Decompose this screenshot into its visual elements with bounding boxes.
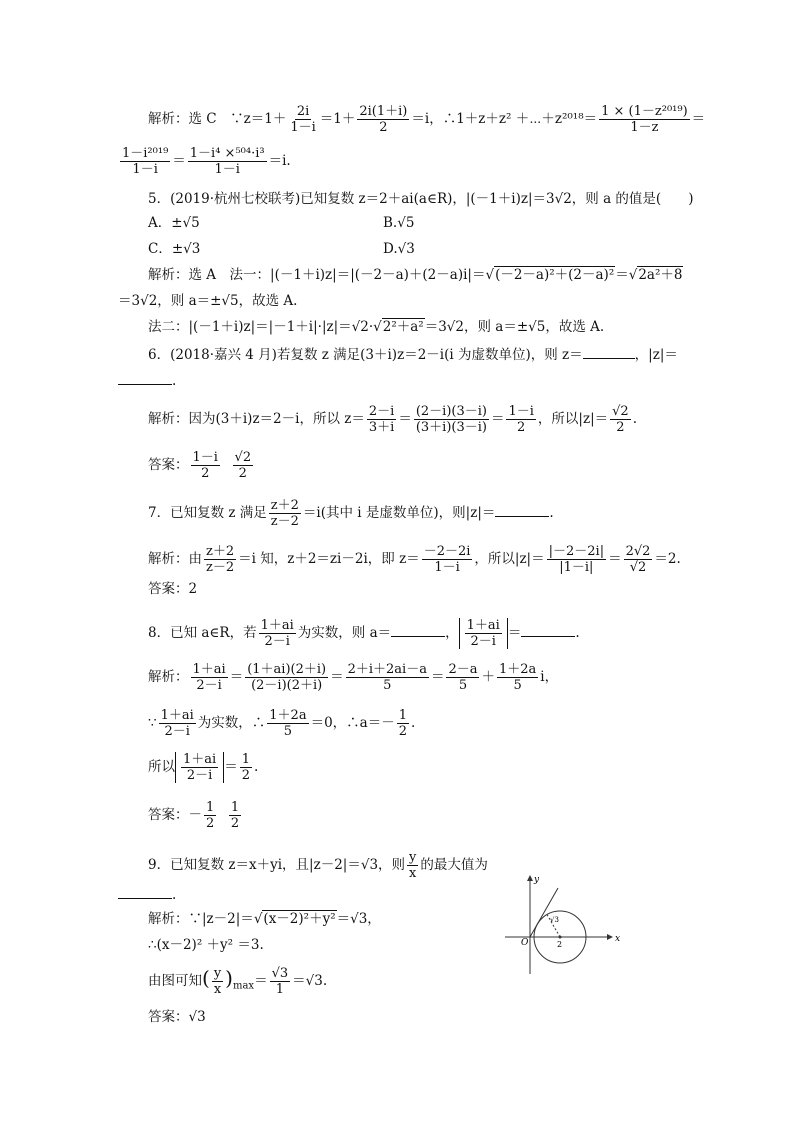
q7-text: ＝i 知，z＋2＝zi－2i，即 z＝ bbox=[238, 551, 420, 567]
numerator: y bbox=[409, 850, 417, 865]
q8-text: . bbox=[253, 759, 259, 775]
fraction bbox=[506, 404, 535, 435]
q9-solution-line1: 解析：∵|z－2|＝√(x－2)²＋y²＝√3， bbox=[148, 911, 381, 927]
denominator: 5 bbox=[383, 678, 392, 693]
answer-label: 答案： bbox=[148, 457, 189, 473]
radicand: (x－2)²＋y² bbox=[263, 911, 336, 927]
numerator: z＋2 bbox=[206, 544, 235, 559]
numerator: 2√2 bbox=[625, 544, 651, 559]
y-axis-label: y bbox=[534, 875, 540, 885]
tangent-line bbox=[530, 888, 558, 937]
numerator: 1＋ai bbox=[192, 662, 226, 677]
numerator: 1 bbox=[241, 752, 250, 767]
denominator: 2 bbox=[379, 120, 388, 135]
numerator: 1＋ai bbox=[260, 618, 294, 633]
q9-solution-line2: ∴(x－2)² ＋y² ＝3. bbox=[148, 937, 264, 953]
numerator: 1＋2a bbox=[269, 708, 307, 723]
q6-text: ＝ bbox=[398, 411, 412, 427]
fraction bbox=[407, 850, 418, 881]
q7-text: ＝ bbox=[608, 551, 622, 567]
q9-text: 由图可知 bbox=[148, 973, 202, 989]
answer-blank bbox=[391, 622, 445, 637]
fraction bbox=[414, 404, 489, 435]
denominator: |1－i| bbox=[559, 560, 594, 575]
q9-stem-cont bbox=[118, 884, 176, 904]
q9-text: ＝√3. bbox=[292, 973, 328, 989]
q5-option-c: C．±√3 bbox=[148, 241, 201, 257]
denominator: 1－i bbox=[434, 560, 460, 575]
q8-text: 解析： bbox=[148, 669, 189, 685]
numerator: |－2－2i| bbox=[548, 544, 605, 559]
numerator: 2i bbox=[296, 104, 310, 119]
numerator: 1 bbox=[398, 708, 407, 723]
q7-text: ＝i(其中 i 是虚数单位)，则|z|＝ bbox=[302, 505, 496, 521]
sol4-text: ＝ bbox=[691, 111, 706, 127]
q5-option-a: A．±√5 bbox=[148, 215, 200, 231]
q6-text: ，|z|＝ bbox=[634, 347, 678, 363]
denominator: z－2 bbox=[270, 514, 299, 529]
q8-text: ＝ bbox=[507, 625, 522, 641]
fraction bbox=[357, 104, 409, 135]
denominator: 2－i bbox=[196, 678, 222, 693]
q8-text: 所以 bbox=[148, 759, 175, 775]
q5-text: 解析：选 A 法一：|(－1＋i)z|＝|(－2－a)＋(2－a)i|＝ bbox=[148, 267, 486, 283]
numerator: 2－i bbox=[368, 404, 395, 419]
fraction bbox=[624, 544, 653, 575]
q7-text: ＝2. bbox=[654, 551, 681, 567]
radius-label: √3 bbox=[550, 916, 559, 924]
denominator: (2－i)(2＋i) bbox=[251, 678, 323, 693]
q8-text: 为实数，∴ bbox=[197, 715, 266, 731]
q8-text: 为实数，则 a＝ bbox=[297, 625, 392, 641]
q6-solution bbox=[148, 404, 637, 435]
x-axis-label: x bbox=[615, 934, 620, 944]
denominator: 2－i bbox=[186, 768, 213, 783]
center-label: 2 bbox=[557, 940, 563, 949]
q5-option-b: B.√5 bbox=[383, 215, 415, 231]
numerator: √2 bbox=[234, 450, 252, 465]
fraction bbox=[465, 618, 502, 649]
q7-text: ，所以|z|＝ bbox=[474, 551, 545, 567]
q6-text: 解析：因为(3＋i)z＝2－i，所以 z＝ bbox=[148, 411, 365, 427]
q8-text: . bbox=[411, 715, 416, 731]
q5-solution-line1: 解析：选 A 法一：|(－1＋i)z|＝|(－2－a)＋(2－a)i|＝√(－2－a)²＋(2－a)²＝√2a²＋8 bbox=[148, 267, 683, 283]
numerator: y bbox=[213, 966, 222, 981]
numerator: 2＋i＋2ai－a bbox=[347, 662, 427, 677]
q8-text: ＝ bbox=[224, 759, 238, 775]
fraction bbox=[245, 662, 328, 693]
sol4-text: ＝1＋ bbox=[319, 111, 356, 127]
q5-solution-line3: 法二：|(－1＋i)z|＝|－1＋i|·|z|＝√2·√2²＋a²＝3√2，则 a＝±√5，故选 A. bbox=[148, 319, 605, 335]
numerator: 1－i²⁰¹⁹ bbox=[122, 146, 169, 161]
q5-option-d: D.√3 bbox=[383, 241, 415, 257]
numerator: 2－a bbox=[448, 662, 478, 677]
max-subscript: max bbox=[232, 980, 255, 992]
q6-stem bbox=[148, 344, 678, 364]
numerator: 1－i bbox=[192, 450, 218, 465]
numerator: √3 bbox=[271, 966, 289, 981]
numerator: 1 bbox=[230, 800, 240, 815]
numerator: 1 × (1－z²⁰¹⁹) bbox=[601, 104, 688, 119]
sol4-line2 bbox=[118, 146, 291, 177]
q8-text: 8．已知 a∈R，若 bbox=[148, 625, 257, 641]
q9-text: 9．已知复数 z＝x＋yi，且|z－2|＝√3，则 bbox=[148, 857, 406, 873]
numerator: 2i(1＋i) bbox=[359, 104, 408, 119]
origin-label: O bbox=[521, 938, 529, 948]
q8-text: ＝ bbox=[229, 669, 244, 685]
numerator: 1＋ai bbox=[466, 618, 500, 633]
q9-answer: 答案：√3 bbox=[148, 1009, 206, 1025]
q7-text: . bbox=[549, 505, 554, 521]
denominator: 1－z bbox=[630, 120, 659, 135]
fraction bbox=[497, 662, 538, 693]
denominator: 2 bbox=[241, 768, 250, 783]
denominator: 2－i bbox=[470, 634, 496, 649]
q8-text: ， bbox=[445, 625, 459, 641]
denominator: 5 bbox=[513, 678, 522, 693]
q6-text: . bbox=[632, 411, 637, 427]
fraction bbox=[397, 708, 409, 739]
sol4-text: ＝i. bbox=[268, 153, 291, 169]
q8-text: ＝0，∴a＝－ bbox=[310, 715, 395, 731]
denominator: 5 bbox=[458, 678, 468, 693]
q9-text: . bbox=[172, 887, 177, 903]
numerator: 1－i⁴ ×⁵⁰⁴·i³ bbox=[189, 146, 265, 161]
denominator: 1 bbox=[275, 982, 284, 997]
denominator: 2－i bbox=[164, 724, 190, 739]
fraction bbox=[422, 544, 473, 575]
fraction bbox=[204, 800, 216, 831]
q8-text: ＋ bbox=[481, 669, 495, 685]
fraction bbox=[269, 498, 301, 529]
q6-text: ，所以|z|＝ bbox=[537, 411, 609, 427]
denominator: 2 bbox=[616, 420, 625, 435]
q6-answer bbox=[148, 450, 255, 481]
denominator: 2 bbox=[206, 816, 215, 831]
answer-blank bbox=[521, 622, 575, 637]
q6-text: 6．(2018·嘉兴 4 月)若复数 z 满足(3＋i)z＝2－i(i 为虚数单位)，则 z＝ bbox=[148, 347, 583, 363]
numerator: (1＋ai)(2＋i) bbox=[247, 662, 327, 677]
fraction bbox=[120, 146, 170, 177]
fraction bbox=[267, 708, 308, 739]
q9-text: 解析：∵|z－2|＝ bbox=[148, 911, 254, 927]
numerator: (2－i)(3－i) bbox=[415, 404, 487, 419]
numerator: －2－2i bbox=[423, 544, 471, 559]
denominator: (3＋i)(3－i) bbox=[415, 420, 487, 435]
denominator: 2 bbox=[398, 724, 407, 739]
fraction bbox=[367, 404, 396, 435]
q7-text: 7．已知复数 z 满足 bbox=[148, 505, 267, 521]
numerator: √2 bbox=[612, 404, 629, 419]
numerator: 1＋ai bbox=[183, 752, 217, 767]
answer-blank bbox=[118, 884, 172, 899]
numerator: 1＋ai bbox=[160, 708, 194, 723]
fraction bbox=[191, 662, 228, 693]
q9-solution-line3: 由图可知( $\frac{y}{x}$ )$_{max}=$ $\frac{√3}{1}$ ＝√3. bbox=[148, 966, 328, 997]
denominator: 2 bbox=[238, 466, 247, 481]
radicand: 2²＋a² bbox=[382, 319, 424, 335]
q5-text: 法二：|(－1＋i)z|＝|－1＋i|·|z|＝√2· bbox=[148, 319, 374, 335]
q9-text: ＝√3， bbox=[336, 911, 381, 927]
q6-text: ＝ bbox=[490, 411, 505, 427]
fraction bbox=[212, 966, 223, 997]
q7-text: 解析：由 bbox=[148, 551, 202, 567]
fraction bbox=[259, 618, 296, 649]
q6-stem-cont bbox=[118, 370, 176, 390]
denominator: x bbox=[213, 982, 222, 997]
fraction bbox=[270, 966, 291, 997]
sol4-line1 bbox=[148, 104, 705, 135]
q9-text: 的最大值为 bbox=[420, 857, 488, 873]
denominator: 1－i bbox=[214, 162, 240, 177]
q7-solution bbox=[148, 544, 681, 575]
numerator: 1－i bbox=[508, 404, 534, 419]
q5-solution-line2: ＝3√2，则 a＝±√5，故选 A. bbox=[118, 293, 298, 309]
denominator: √2 bbox=[629, 560, 647, 575]
denominator: 1－i bbox=[132, 162, 158, 177]
answer-label: 答案：－ bbox=[148, 807, 202, 823]
absolute-value bbox=[175, 752, 224, 783]
q8-solution-line1 bbox=[148, 662, 558, 693]
fraction bbox=[547, 544, 606, 575]
fraction bbox=[188, 146, 267, 177]
denominator: x bbox=[409, 866, 417, 881]
q8-solution-line2 bbox=[148, 708, 415, 739]
q9-text: ＝ bbox=[254, 973, 268, 989]
denominator: 3＋i bbox=[368, 420, 395, 435]
fraction bbox=[159, 708, 196, 739]
fraction bbox=[191, 450, 220, 481]
fraction bbox=[229, 800, 241, 831]
q7-answer: 答案：2 bbox=[148, 581, 198, 597]
q8-solution-line3 bbox=[148, 752, 258, 783]
radicand: 2a²＋8 bbox=[638, 267, 683, 283]
q5-text: ＝3√2，则 a＝±√5，故选 A. bbox=[424, 319, 605, 335]
q8-text: i， bbox=[540, 669, 559, 685]
numerator: z＋2 bbox=[270, 498, 299, 513]
fraction bbox=[233, 450, 254, 481]
q8-text: ＝ bbox=[330, 669, 344, 685]
fraction bbox=[599, 104, 690, 135]
numerator: 1 bbox=[206, 800, 215, 815]
denominator: 2 bbox=[201, 466, 210, 481]
sol4-text: 解析：选 C ∵z＝1＋ bbox=[148, 111, 287, 127]
absolute-value bbox=[459, 618, 508, 649]
fraction bbox=[610, 404, 631, 435]
q8-stem bbox=[148, 618, 580, 649]
answer-blank bbox=[495, 502, 549, 517]
q6-text: . bbox=[172, 373, 177, 389]
q8-text: ∵ bbox=[148, 715, 157, 731]
q8-text: ＝ bbox=[430, 669, 445, 685]
q9-stem bbox=[148, 850, 488, 881]
q8-text: . bbox=[575, 625, 580, 641]
answer-blank bbox=[583, 344, 635, 359]
fraction bbox=[288, 104, 317, 135]
q7-stem bbox=[148, 498, 554, 529]
denominator: 1－i bbox=[290, 120, 316, 135]
denominator: z－2 bbox=[206, 560, 235, 575]
denominator: 5 bbox=[283, 724, 293, 739]
denominator: 2 bbox=[230, 816, 240, 831]
sol4-text: ＝i，∴1＋z＋z² ＋⋯＋z²⁰¹⁸＝ bbox=[411, 111, 598, 127]
fraction bbox=[181, 752, 218, 783]
denominator: 2 bbox=[517, 420, 526, 435]
fraction bbox=[346, 662, 429, 693]
q8-answer bbox=[148, 800, 243, 831]
q5-text: ＝ bbox=[615, 267, 629, 283]
numerator: 1＋2a bbox=[498, 662, 537, 677]
sol4-text: ＝ bbox=[172, 153, 186, 169]
fraction bbox=[446, 662, 479, 693]
q5-stem: 5．(2019·杭州七校联考)已知复数 z＝2＋ai(a∈R)，|(－1＋i)z|＝3√2，则 a 的值是( ) bbox=[148, 191, 694, 207]
q9-circle-figure bbox=[500, 872, 620, 977]
fraction bbox=[240, 752, 252, 783]
radicand: (－2－a)²＋(2－a)² bbox=[495, 267, 615, 283]
denominator: 2－i bbox=[264, 634, 290, 649]
fraction bbox=[204, 544, 236, 575]
center-point bbox=[559, 936, 562, 939]
answer-blank bbox=[118, 370, 172, 385]
